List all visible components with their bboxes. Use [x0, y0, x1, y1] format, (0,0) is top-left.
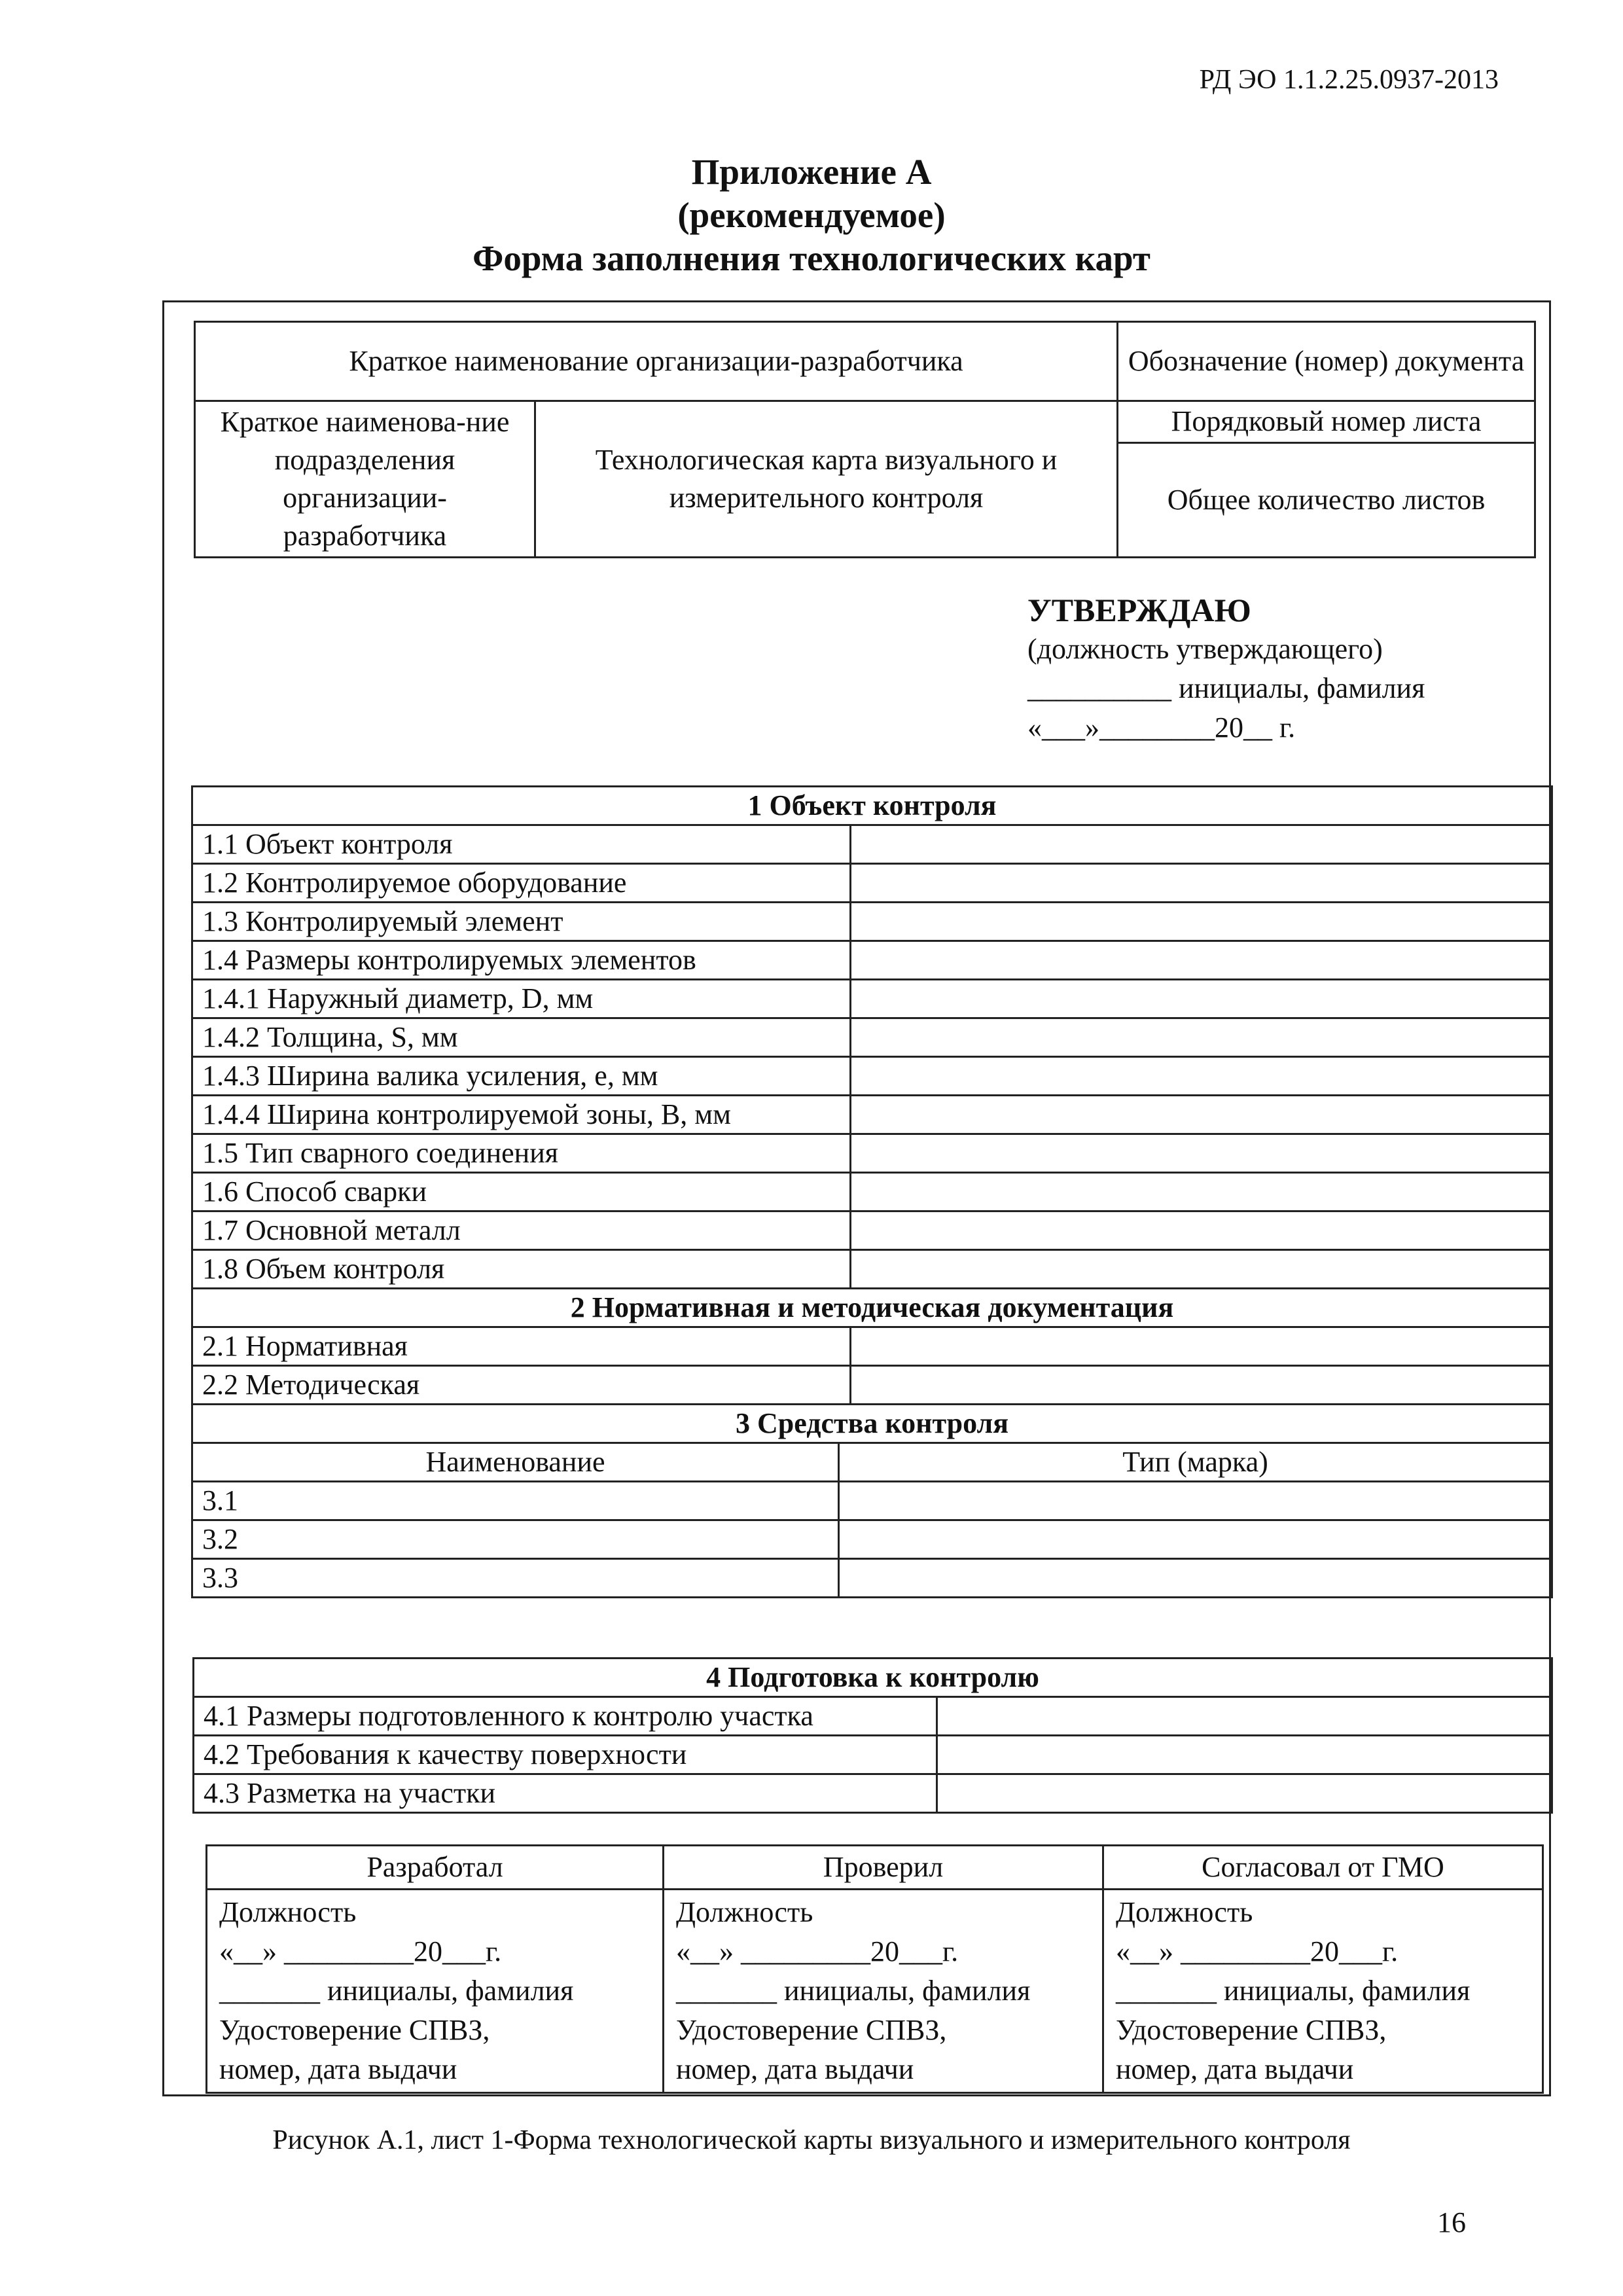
col-header-name: Наименование	[192, 1443, 839, 1482]
value-cell[interactable]	[937, 1697, 1552, 1736]
table-row: 3.2	[192, 1520, 1552, 1559]
value-cell[interactable]	[839, 1520, 1552, 1559]
subdivision-name: Краткое наименова-ние подразделения организации-разработчика	[195, 401, 535, 558]
control-table	[191, 785, 1553, 1598]
table-row: 1.2 Контролируемое оборудование	[192, 864, 1552, 903]
table-row: 3.1	[192, 1482, 1552, 1520]
agreed-by-block: Должность «__» _________20___г. _______ инициалы, фамилия Удостоверение СПВЗ, номер, дата выдачи	[1103, 1890, 1543, 2093]
table-row: 1.4.2 Толщина, S, мм	[192, 1018, 1552, 1057]
table-row: 1.5 Тип сварного соединения	[192, 1134, 1552, 1173]
appendix-title: Приложение А	[691, 152, 932, 192]
table-row: 1.8 Объем контроля	[192, 1250, 1552, 1289]
table-row: 1.4.4 Ширина контролируемой зоны, В, мм	[192, 1096, 1552, 1134]
table-row: 1.4.1 Наружный диаметр, D, мм	[192, 980, 1552, 1018]
value-cell[interactable]	[851, 1250, 1552, 1289]
value-cell[interactable]	[839, 1482, 1552, 1520]
value-cell[interactable]	[851, 1018, 1552, 1057]
preparation-table	[192, 1657, 1553, 1814]
value-cell[interactable]	[851, 1057, 1552, 1096]
approval-block	[1027, 590, 1425, 747]
org-short-name: Краткое наименование организации-разработчика	[195, 322, 1118, 401]
checked-by-header: Проверил	[664, 1846, 1103, 1890]
value-cell[interactable]	[851, 903, 1552, 941]
value-cell[interactable]	[851, 1327, 1552, 1366]
table-row: 1.7 Основной металл	[192, 1211, 1552, 1250]
section3-title: 3 Средства контроля	[192, 1405, 1552, 1443]
col-header-type: Тип (марка)	[839, 1443, 1552, 1482]
table-row: 3.3	[192, 1559, 1552, 1598]
table-row: 1.1 Объект контроля	[192, 825, 1552, 864]
signatures-table	[205, 1844, 1544, 2094]
developed-by-block: Должность «__» _________20___г. _______ инициалы, фамилия Удостоверение СПВЗ, номер, дата выдачи	[207, 1890, 664, 2093]
figure-caption: Рисунок А.1, лист 1-Форма технологической карты визуального и измерительного контроля	[272, 2125, 1351, 2155]
section4-title: 4 Подготовка к контролю	[194, 1659, 1552, 1697]
table-row: 4.3 Разметка на участки	[194, 1774, 1552, 1813]
value-cell[interactable]	[839, 1559, 1552, 1598]
checked-by-block: Должность «__» _________20___г. _______ инициалы, фамилия Удостоверение СПВЗ, номер, дата выдачи	[664, 1890, 1103, 2093]
table-row: 2.2 Методическая	[192, 1366, 1552, 1405]
agreed-by-header: Согласовал от ГМО	[1103, 1846, 1543, 1890]
value-cell[interactable]	[851, 1366, 1552, 1405]
value-cell[interactable]	[851, 825, 1552, 864]
developed-by-header: Разработал	[207, 1846, 664, 1890]
table-row: 1.3 Контролируемый элемент	[192, 903, 1552, 941]
approval-position: (должность утверждающего)	[1027, 633, 1383, 665]
table-row: 1.4.3 Ширина валика усиления, е, мм	[192, 1057, 1552, 1096]
sheet-number: Порядковый номер листа	[1118, 401, 1535, 443]
approval-heading: УТВЕРЖДАЮ	[1027, 592, 1251, 628]
value-cell[interactable]	[851, 1096, 1552, 1134]
appendix-status: (рекомендуемое)	[677, 195, 946, 235]
approval-date: «___»________20__ г.	[1027, 711, 1296, 744]
table-row: 2.1 Нормативная	[192, 1327, 1552, 1366]
appendix-subtitle: Форма заполнения технологических карт	[473, 238, 1150, 278]
card-title: Технологическая карта визуального и измерительного контроля	[535, 401, 1118, 558]
table-row: 4.1 Размеры подготовленного к контролю участка	[194, 1697, 1552, 1736]
value-cell[interactable]	[937, 1774, 1552, 1813]
total-sheets: Общее количество листов	[1118, 442, 1535, 557]
value-cell[interactable]	[851, 1173, 1552, 1211]
doc-designation: Обозначение (номер) документа	[1118, 322, 1535, 401]
section1-title: 1 Объект контроля	[192, 787, 1552, 825]
document-number: РД ЭО 1.1.2.25.0937-2013	[1199, 65, 1499, 95]
page-number: 16	[1437, 2206, 1466, 2238]
value-cell[interactable]	[937, 1736, 1552, 1774]
value-cell[interactable]	[851, 1211, 1552, 1250]
value-cell[interactable]	[851, 941, 1552, 980]
value-cell[interactable]	[851, 1134, 1552, 1173]
section2-title: 2 Нормативная и методическая документация	[192, 1289, 1552, 1327]
approval-signature: __________ инициалы, фамилия	[1027, 672, 1425, 704]
header-table	[194, 321, 1536, 558]
value-cell[interactable]	[851, 864, 1552, 903]
table-row: 4.2 Требования к качеству поверхности	[194, 1736, 1552, 1774]
table-row: 1.4 Размеры контролируемых элементов	[192, 941, 1552, 980]
table-row: 1.6 Способ сварки	[192, 1173, 1552, 1211]
value-cell[interactable]	[851, 980, 1552, 1018]
